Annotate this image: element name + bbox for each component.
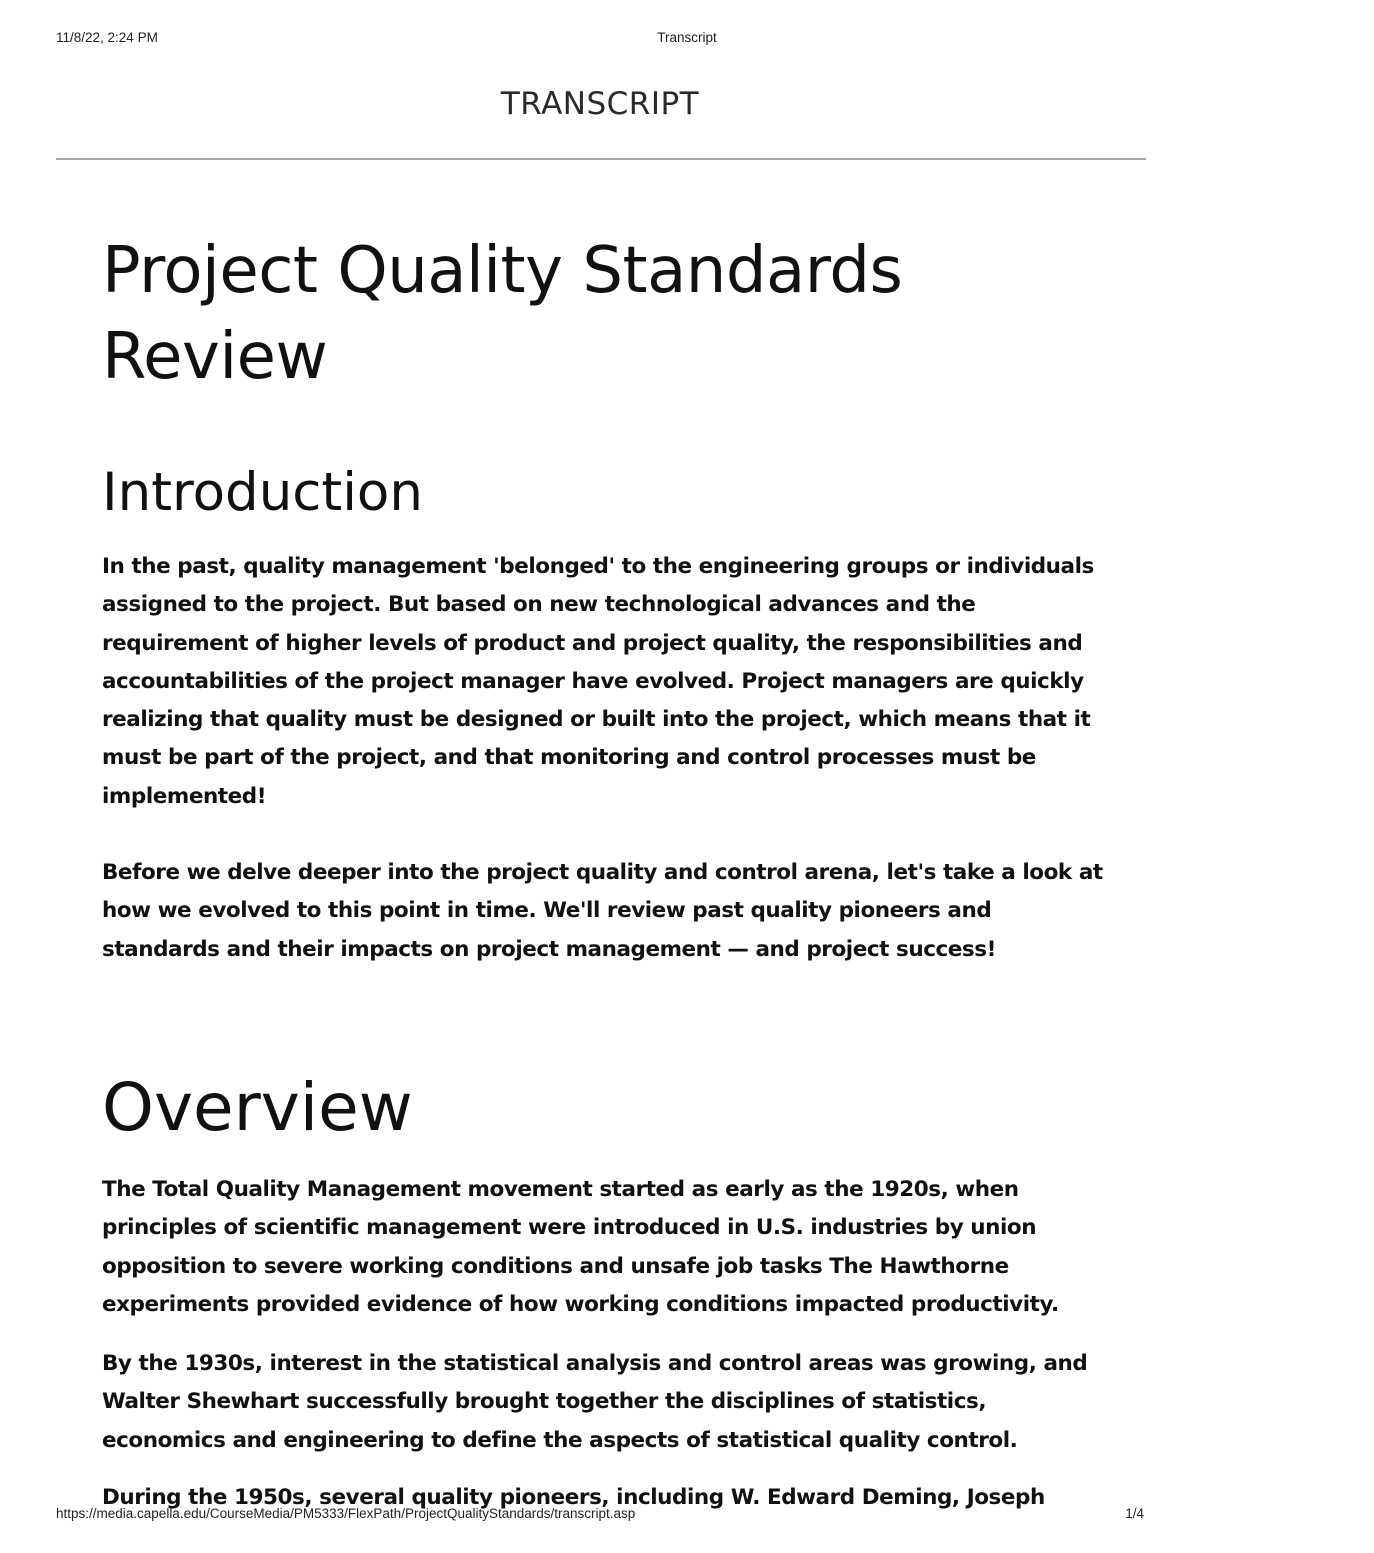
print-url: https://media.capella.edu/CourseMedia/PM5333/FlexPath/ProjectQualityStandards/transcript.asp: [56, 1506, 636, 1521]
document-body: [102, 0, 1112, 1510]
transcript-banner: TRANSCRIPT: [500, 86, 700, 122]
print-footer: [0, 1506, 1200, 1526]
paragraph: The Total Quality Management movement started as early as the 1920s, when principles of scientific management were introduced in U.S. industries by union opposition to severe working conditions and unsafe job tasks The Hawthorne experiments provided evidence of how working conditions impacted productivity.: [102, 1177, 1059, 1317]
print-datetime: 11/8/22, 2:24 PM: [56, 30, 158, 45]
paragraph-cut-off: During the 1950s, several quality pioneers, including W. Edward Deming, Joseph: [102, 1485, 1045, 1510]
paragraph: Before we delve deeper into the project quality and control arena, let's take a look at how we evolved to this point in time. We'll review past quality pioneers and standards and their impacts on project management — and project success!: [102, 860, 1103, 962]
document-title: Project Quality Standards Review: [102, 234, 903, 394]
section-heading-overview: Overview: [102, 1069, 413, 1146]
print-page-number: 1/4: [1125, 1506, 1144, 1521]
paragraph: In the past, quality management 'belonged' to the engineering groups or individuals assigned to the project. But based on new technological advances and the requirement of higher levels of product and project quality, the responsibilities and accountabilities of the project manager have evolved. Project managers are quickly realizing that quality must be designed or built into the project, which means that it must be part of the project, and that monitoring and control processes must be implemented!: [102, 554, 1094, 809]
section-heading-introduction: Introduction: [102, 462, 423, 523]
print-page-title: Transcript: [657, 30, 717, 45]
paragraph: By the 1930s, interest in the statistical analysis and control areas was growing, and Walter Shewhart successfully brought together the disciplines of statistics, economics and engineering to define the aspects of statistical quality control.: [102, 1351, 1088, 1453]
